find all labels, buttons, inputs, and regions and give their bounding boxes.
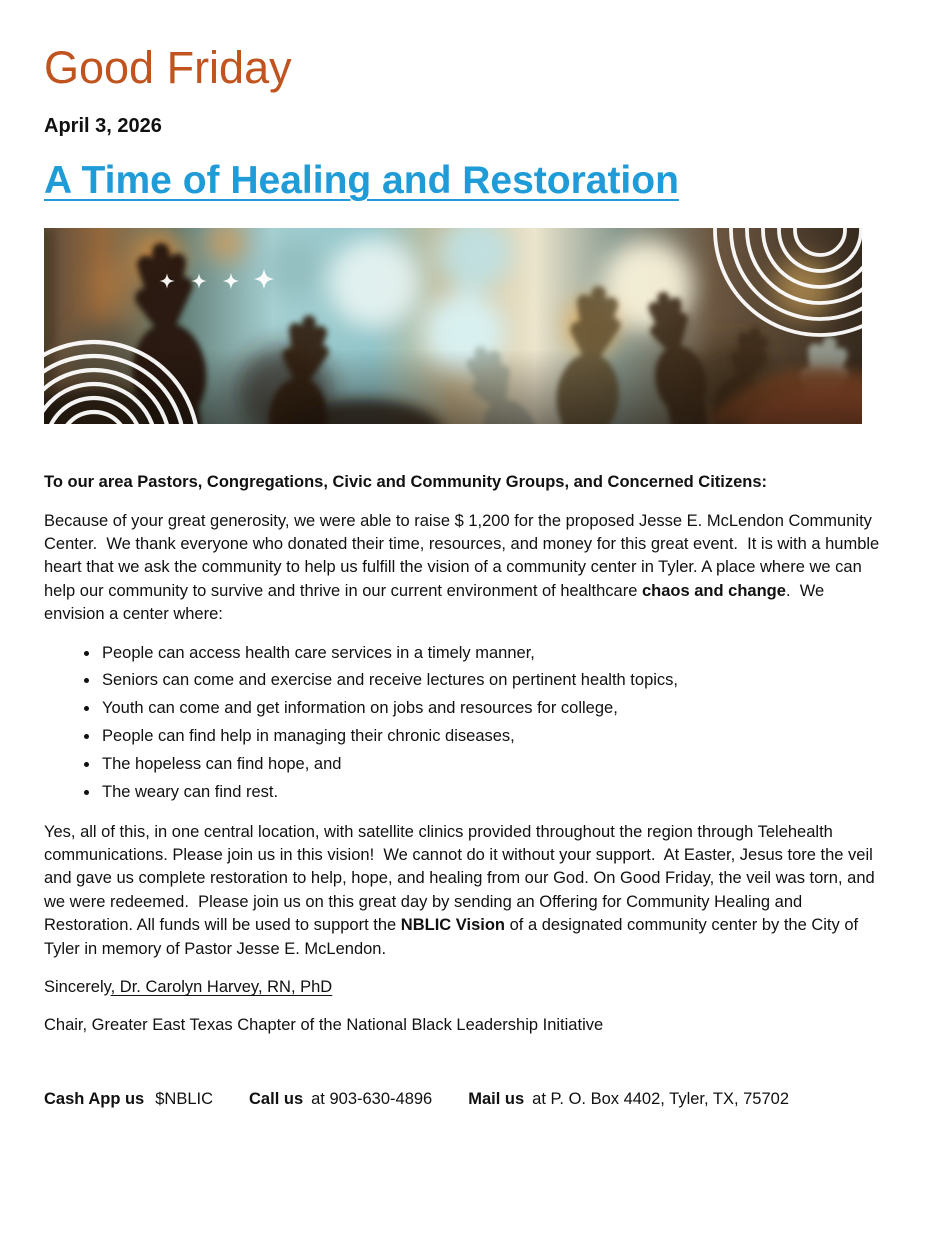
list-item: • People can access health care services in a timely manner, [100,642,886,665]
paragraph-1-text: Because of your great generosity, we were able to raise $ 1,200 for the proposed Jesse E. McLendon Community Center. We thank everyone who donated their time, resources, and money for this great event. It is with a humble heart that we ask the community to help us fulfill the vision of a community center in Tyler. A place where we can help our community to survive and thrive in our current environment of healthcare [44,511,884,600]
cashapp-handle: $NBLIC [155,1089,214,1108]
call-label: Call us [249,1089,304,1108]
list-item: • The weary can find rest. [100,781,886,804]
cashapp-contact [44,1090,213,1109]
mail-address: at P. O. Box 4402, Tyler, TX, 75702 [532,1089,790,1108]
paragraph-1-tail: . We envision a center where: [44,581,829,624]
signature-name: , Dr. Carolyn Harvey, RN, PhD [110,977,333,996]
list-item: • People can find help in managing their chronic diseases, [100,725,886,748]
paragraph-2 [44,821,886,961]
call-contact [249,1090,432,1109]
mail-contact [468,1090,789,1109]
paragraph-2-tail: of a designated community center by the City of Tyler in memory of Pastor Jesse E. McLendon. [44,916,863,958]
paragraph-2-text: Yes, all of this, in one central location, with satellite clinics provided throughout the region through Telehealth communications. Please join us in this vision! We cannot do it without your support. At Easter, Jesus tore the veil and gave us complete restoration to help, hope, and healing from our God. On Good Friday, the veil was torn, and we were redeemed. Please join us on this great day by sending an Offering for Community Healing and Restoration. All funds will be used to support the [44,822,880,935]
event-date: April 3, 2026 [44,115,162,138]
heading-link[interactable]: A Time of Healing and Restoration [44,159,679,203]
signature-prefix: Sincerely [44,977,111,996]
mail-label: Mail us [468,1089,525,1108]
page-title: Good Friday [44,42,292,93]
paragraph-2-bold: NBLIC Vision [400,916,506,935]
contact-footer [44,1090,888,1109]
salutation: To our area Pastors, Congregations, Civic and Community Groups, and Concerned Citizens: [44,473,768,492]
phone-number: at 903-630-4896 [311,1089,433,1108]
paragraph-1 [44,510,886,627]
vision-list [44,642,886,805]
cashapp-label: Cash App us [44,1089,145,1108]
hero-image [44,228,862,424]
document-page [0,44,932,1258]
signature-line [44,976,886,999]
list-item: • The hopeless can find hope, and [100,753,886,776]
list-item: • Seniors can come and exercise and receive lectures on pertinent health topics, [100,669,886,692]
worship-crowd-illustration [44,228,862,424]
chair-title-line: Chair, Greater East Texas Chapter of the National Black Leadership Initiative [44,1016,604,1035]
letter-body [44,471,886,1038]
list-item: • Youth can come and get information on jobs and resources for college, [100,697,886,720]
paragraph-1-bold: chaos and change [641,581,786,600]
